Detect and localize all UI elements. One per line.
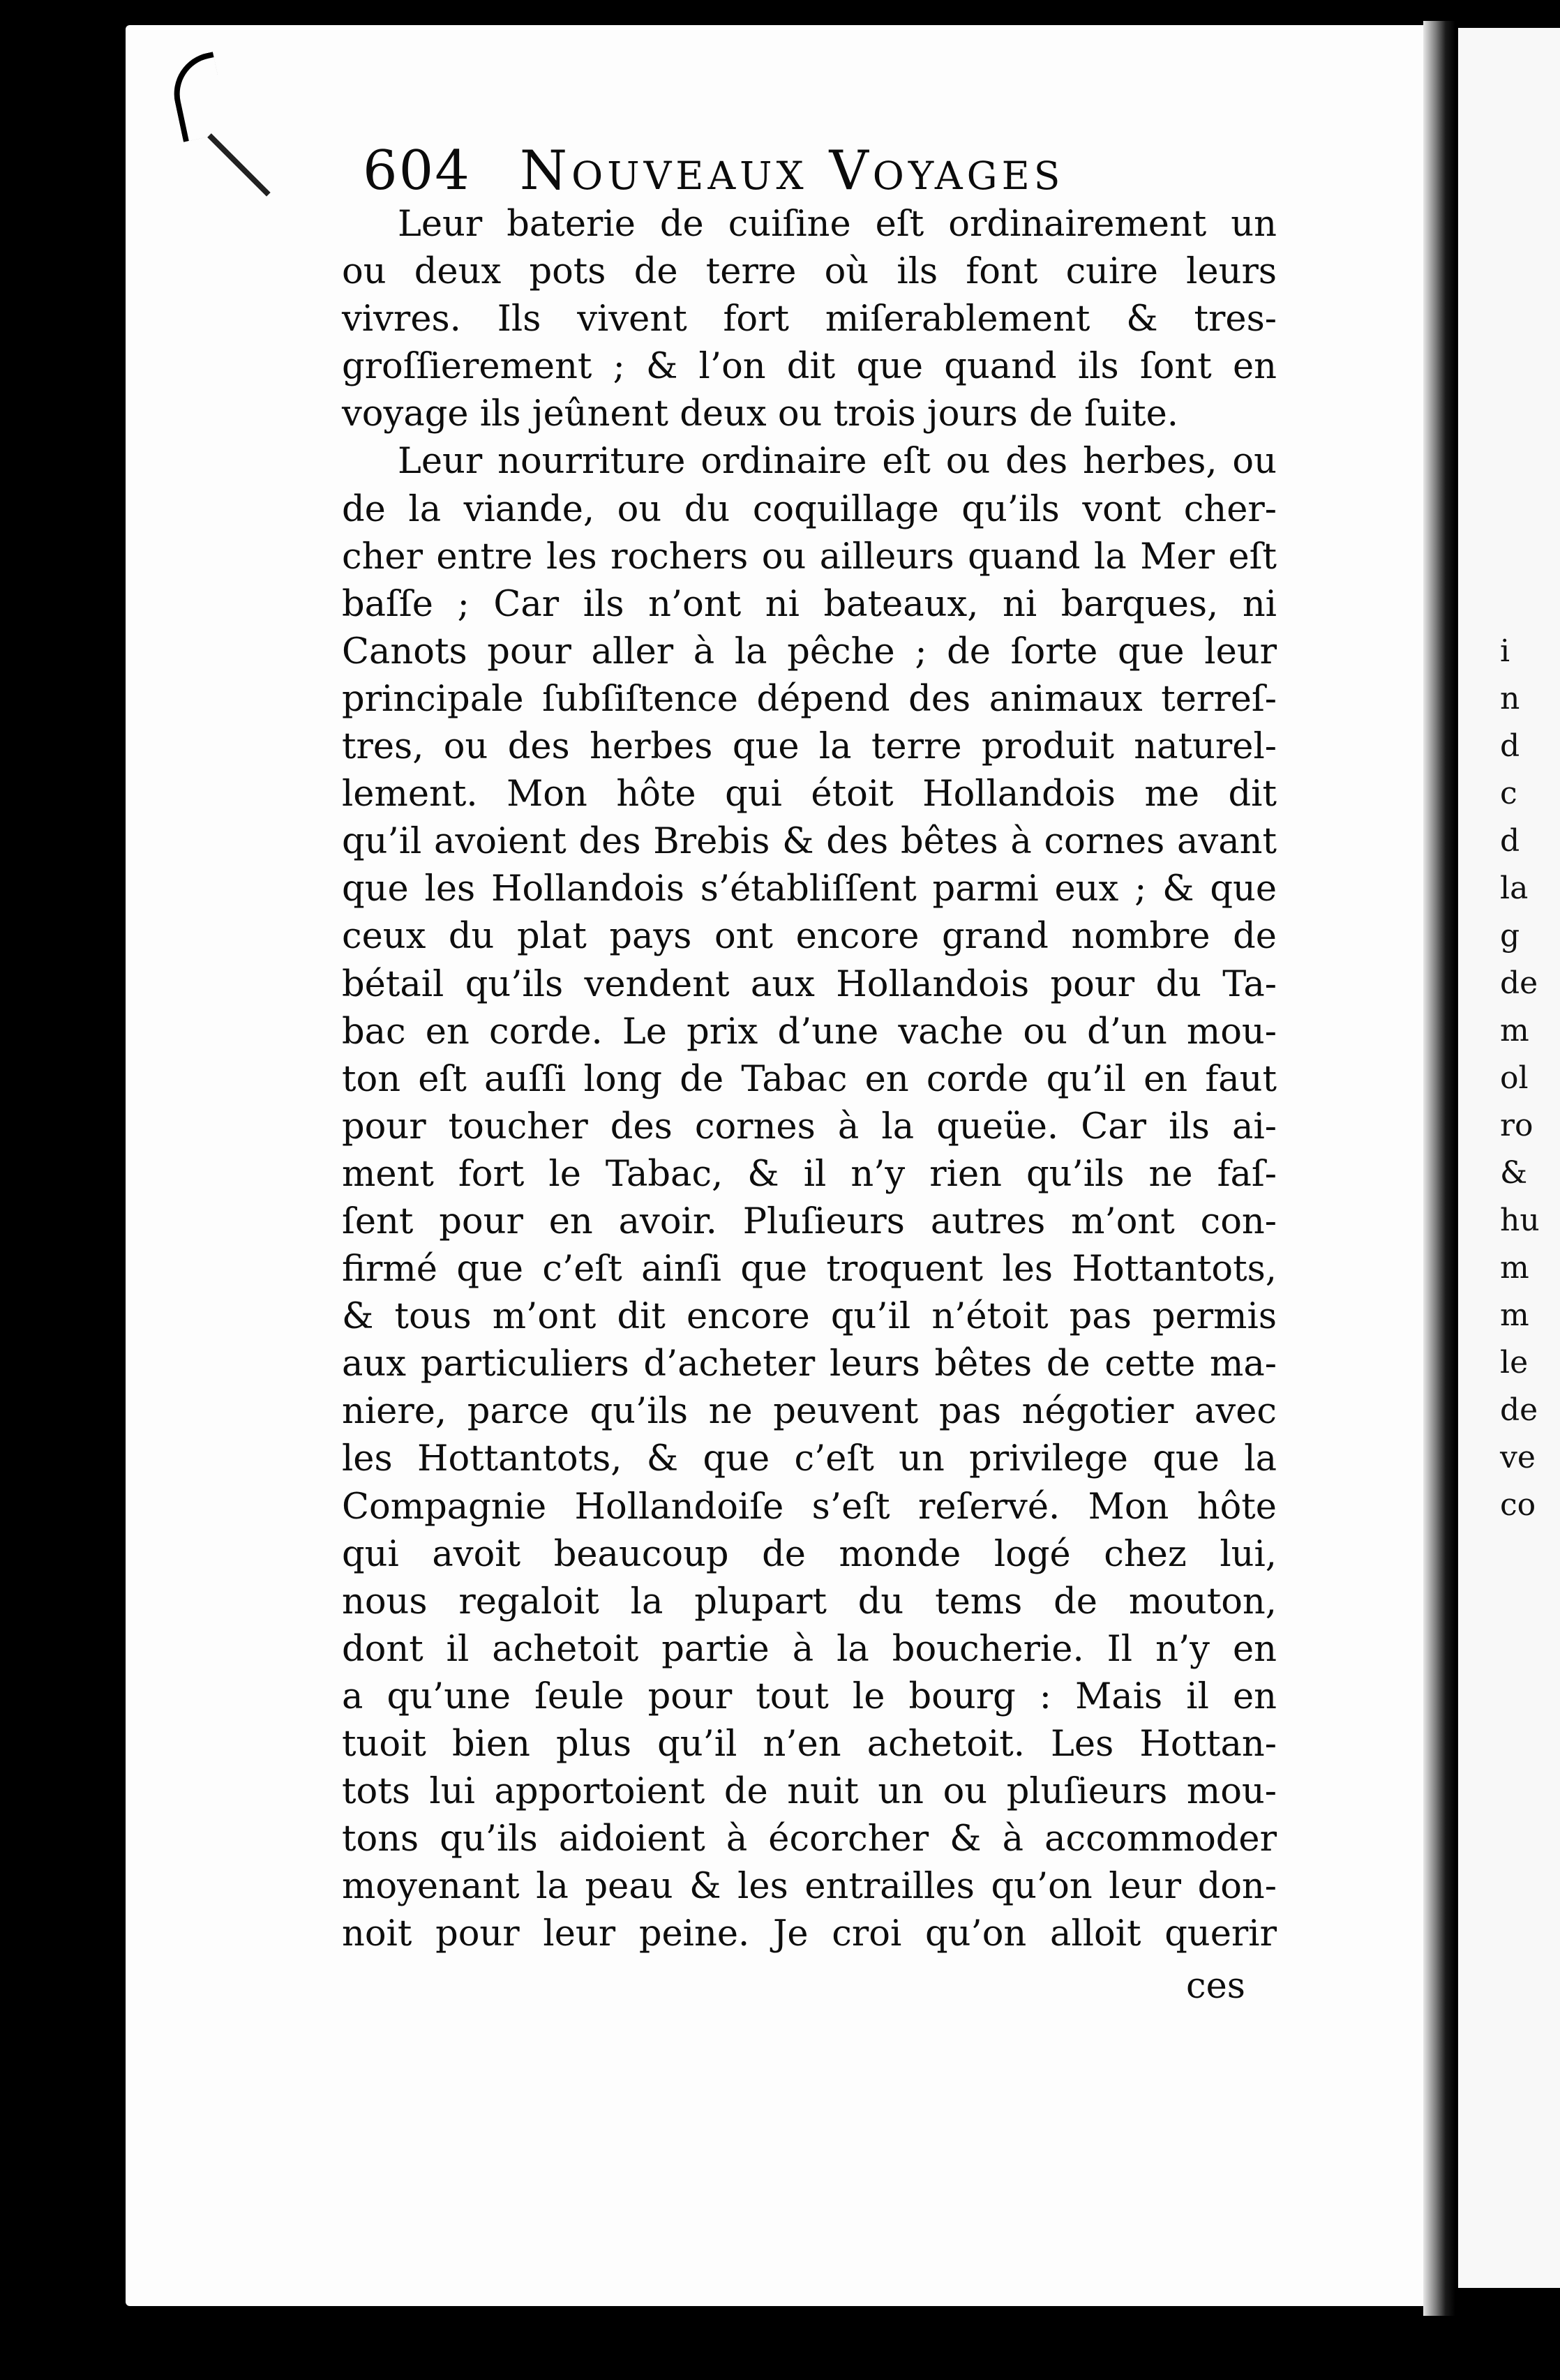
text-line: ton eſt auſſi long de Tabac en corde qu’il en faut — [342, 1058, 1277, 1100]
text-line: & tous m’ont dit encore qu’il n’étoit pas permis — [342, 1296, 1277, 1338]
fragment: d — [1500, 728, 1520, 764]
text-line: tuoit bien plus qu’il n’en achetoit. Les Hottan- — [342, 1724, 1277, 1765]
text-line: de la viande, ou du coquillage qu’ils vont cher- — [342, 488, 1277, 530]
fragment: hu — [1500, 1203, 1540, 1238]
text-line: Leur nourriture ordinaire eſt ou des herbes, ou — [398, 441, 1277, 483]
text-line: noit pour leur peine. Je croi qu’on alloit querir — [342, 1913, 1277, 1955]
text-line: moyenant la peau & les entrailles qu’on leur don- — [342, 1866, 1277, 1908]
text-line: a qu’une ſeule pour tout le bourg : Mais il en — [342, 1675, 1277, 1717]
fragment: g — [1500, 918, 1520, 954]
text-line: tots lui apportoient de nuit un ou pluſieurs mou- — [342, 1771, 1277, 1813]
fragment: co — [1500, 1487, 1536, 1523]
text-line: ſent pour en avoir. Pluſieurs autres m’ont con- — [342, 1200, 1277, 1242]
text-line: Canots pour aller à la pêche ; de ſorte que leur — [342, 631, 1277, 672]
book-gutter — [1423, 21, 1455, 2316]
fragment: la — [1500, 871, 1529, 906]
text-line: lement. Mon hôte qui étoit Hollandois me dit — [342, 774, 1277, 815]
fragment: c — [1500, 776, 1517, 811]
fragment: m — [1500, 1250, 1529, 1286]
text-line: tons qu’ils aidoient à écorcher & à accommoder — [342, 1818, 1277, 1860]
text-line: Leur baterie de cuiſine eſt ordinairement un — [398, 204, 1277, 245]
text-line: baſſe ; Car ils n’ont ni bateaux, ni barques, ni — [342, 583, 1277, 625]
fragment: m — [1500, 1297, 1529, 1333]
running-title: Nouveaux Voyages — [519, 140, 1065, 202]
text-line: firmé que c’eſt ainſi que troquent les Hottantots, — [342, 1249, 1277, 1290]
fragment: de — [1500, 1392, 1538, 1428]
text-line: cher entre les rochers ou ailleurs quand la Mer eſt — [342, 536, 1277, 578]
text-line: Compagnie Hollandoiſe s’eſt reſervé. Mon hôte — [342, 1486, 1277, 1528]
text-line: qui avoit beaucoup de monde logé chez lui, — [342, 1533, 1277, 1575]
fragment: i — [1500, 633, 1510, 669]
text-line: ceux du plat pays ont encore grand nombre de — [342, 916, 1277, 958]
text-line: tres, ou des herbes que la terre produit naturel- — [342, 726, 1277, 768]
right-page-text-fragments — [1500, 628, 1560, 1529]
fragment: ro — [1500, 1108, 1533, 1143]
fragment: & — [1500, 1155, 1528, 1191]
fragment: m — [1500, 1013, 1529, 1048]
text-line: bac en corde. Le prix d’une vache ou d’un mou- — [342, 1011, 1277, 1053]
text-line: qu’il avoient des Brebis & des bêtes à cornes avant — [342, 821, 1277, 863]
text-line: ou deux pots de terre où ils font cuire leurs — [342, 251, 1277, 293]
page-number: 604 — [363, 140, 471, 202]
fragment: ol — [1500, 1060, 1529, 1096]
running-head — [363, 140, 1270, 202]
text-line: pour toucher des cornes à la queüe. Car ils ai- — [342, 1106, 1277, 1147]
fragment: de — [1500, 965, 1538, 1001]
text-line: aux particuliers d’acheter leurs bêtes de cette ma- — [342, 1343, 1277, 1385]
text-line: niere, parce qu’ils ne peuvent pas négotier avec — [342, 1391, 1277, 1433]
text-line: bétail qu’ils vendent aux Hollandois pour du Ta- — [342, 963, 1277, 1005]
fragment: n — [1500, 681, 1520, 716]
text-line: dont il achetoit partie à la boucherie. Il n’y en — [342, 1628, 1277, 1670]
catchword: ces — [1186, 1966, 1245, 2007]
text-line: groſſierement ; & l’on dit que quand ils ſont en — [342, 346, 1277, 388]
text-line: les Hottantots, & que c’eſt un privilege que la — [342, 1438, 1277, 1480]
body-text — [342, 201, 1277, 1958]
text-line: ment fort le Tabac, & il n’y rien qu’ils ne faſ- — [342, 1153, 1277, 1195]
text-line: voyage ils jeûnent deux ou trois jours de ſuite. — [342, 393, 1178, 435]
text-line: vivres. Ils vivent fort miſerablement & tres- — [342, 299, 1277, 340]
text-line: que les Hollandois s’établiſſent parmi eux ; & que — [342, 868, 1277, 910]
text-line: principale ſubſiſtence dépend des animaux terreſ- — [342, 678, 1277, 720]
fragment: ve — [1500, 1440, 1536, 1475]
fragment: le — [1500, 1345, 1529, 1380]
fragment: d — [1500, 823, 1520, 859]
text-line: nous regaloit la plupart du tems de mouton, — [342, 1581, 1277, 1622]
